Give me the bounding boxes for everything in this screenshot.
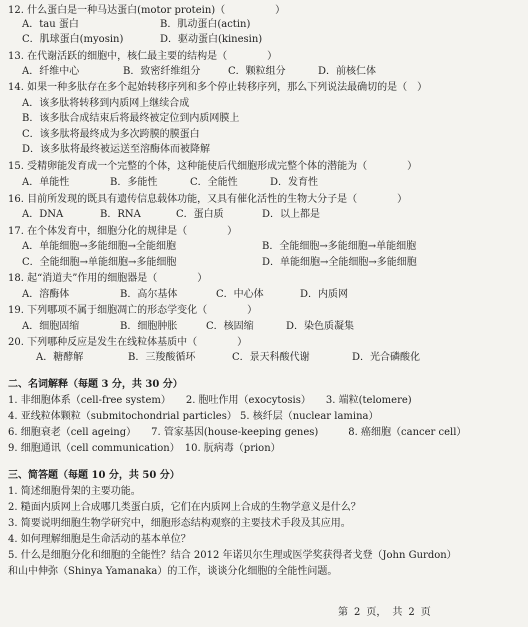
page-number: 2 [354,607,361,618]
section-3-line-4: 4. 如何理解细胞是生命活动的基本单位？ [8,534,191,545]
question-19-option-b: B．细胞肿胀 [120,321,178,332]
question-15-option-d: D．发育性 [270,177,319,188]
page-prefix: 第 [338,607,348,618]
question-17-stem: 17. 在个体发育中，细胞分化的规律是（ ） [8,226,238,237]
section-2-line-3: 6. 细胞衰老（cell ageing） 7. 管家基因(house-keeping genes) 8. 癌细胞（cancer cell） [8,427,467,438]
total-pages: 2 [408,607,415,618]
question-13-option-b: B．致密纤维组分 [123,66,201,77]
section-3-line-2: 2. 糙面内质网上合成哪几类蛋白质，它们在内质网上合成的生物学意义是什么？ [8,502,361,513]
question-16-stem: 16. 目前所发现的既具有遗传信息载体功能，又具有催化活性的生物大分子是（ ） [8,194,408,205]
page-footer [338,606,437,620]
section-3-line-1: 1. 简述细胞骨架的主要功能。 [8,486,141,497]
question-15-stem: 15. 受精卵能发育成一个完整的个体，这种能使后代细胞形成完整个体的潜能为（ ） [8,161,418,172]
question-20-option-b: B．三羧酸循环 [128,352,196,363]
question-15-option-b: B．多能性 [110,177,158,188]
question-13-option-a: A．纤维中心 [22,66,80,77]
question-19-option-d: D．染色质凝集 [286,321,355,332]
question-14-option-c: C．该多肽将最终成为多次跨膜的膜蛋白 [22,129,200,140]
question-13-stem: 13. 在代谢活跃的细胞中，核仁最主要的结构是（ ） [8,51,278,62]
question-17-option-a: A．单能细胞→多能细胞→全能细胞 [22,241,176,252]
page-unit: 页， [366,607,387,618]
question-15-option-c: C．全能性 [190,177,238,188]
question-18-option-a: A．溶酶体 [22,289,70,300]
question-12-option-c: C．肌球蛋白(myosin) [22,34,124,45]
question-18-option-c: C．中心体 [216,289,264,300]
question-18-stem: 18. 起“消道夫”作用的细胞器是（ ） [8,273,208,284]
question-13-option-c: C．颗粒组分 [228,66,286,77]
question-16-option-c: C．蛋白质 [176,209,224,220]
question-12-option-b: B．肌动蛋白(actin) [160,19,251,30]
question-15-option-a: A．单能性 [22,177,70,188]
question-20-stem: 20. 下列哪种反应是发生在线粒体基质中（ ） [8,337,248,348]
question-13-option-d: D．前核仁体 [318,66,377,77]
question-17-option-b: B．全能细胞→多能细胞→单能细胞 [262,241,417,252]
question-16-option-b: B．RNA [100,209,141,220]
question-19-option-a: A．细胞固缩 [22,321,80,332]
section-2-line-4: 9. 细胞通讯（cell communication） 10. 朊病毒（prion） [8,443,281,454]
question-20-option-a: A．糖酵解 [36,352,84,363]
question-14-option-a: A．该多肽将转移到内质网上继续合成 [22,98,190,109]
question-20-option-d: D．光合磷酸化 [352,352,421,363]
question-20-option-c: C．景天科酸代谢 [232,352,310,363]
question-16-option-d: D．以上都是 [262,209,321,220]
question-19-option-c: C．核固缩 [206,321,254,332]
question-14-option-b: B．该多肽合成结束后将最终被定位到内质网膜上 [22,113,240,124]
section-3-line-5: 5. 什么是细胞分化和细胞的全能性？结合 2012 年诺贝尔生理或医学奖获得者戈登（John Gurdon） [8,550,457,561]
question-14-option-d: D．该多肽将最终被运送至溶酶体而被降解 [22,144,211,155]
question-18-option-b: B．高尔基体 [120,289,178,300]
section-3-title: 三、简答题（每题 10 分，共 50 分） [8,470,180,481]
question-19-stem: 19. 下列哪项不属于细胞凋亡的形态学变化（ ） [8,305,258,316]
question-12-option-a: A．tau 蛋白 [22,19,79,30]
question-17-option-d: D．单能细胞→全能细胞→多能细胞 [262,257,417,268]
total-prefix: 共 [392,607,403,618]
question-14-stem: 14. 如果一种多肽存在多个起始转移序列和多个停止转移序列，那么下列说法最确切的是（ ） [8,82,428,93]
section-2-line-2: 4. 亚线粒体颗粒（submitochondrial particles） 5. 核纤层（nuclear lamina） [8,411,379,422]
question-18-option-d: D．内质网 [300,289,349,300]
question-17-option-c: C．全能细胞→单能细胞→多能细胞 [22,257,177,268]
section-2-line-1: 1. 非细胞体系（cell-free system） 2. 胞吐作用（exocytosis） 3. 端粒(telomere) [8,395,412,406]
section-3-line-3: 3. 简要说明细胞生物学研究中，细胞形态结构观察的主要技术手段及其应用。 [8,518,351,529]
total-unit: 页 [420,607,431,618]
question-12-stem: 12. 什么蛋白是一种马达蛋白(motor protein)（ ） [8,5,286,16]
question-16-option-a: A．DNA [22,209,64,220]
section-2-title: 二、名词解释（每题 3 分，共 30 分） [8,379,183,390]
section-3-line-6: 和山中伸弥（Shinya Yamanaka）的工作，谈谈分化细胞的全能性问题。 [8,566,338,577]
question-12-option-d: D．驱动蛋白(kinesin) [160,34,263,45]
